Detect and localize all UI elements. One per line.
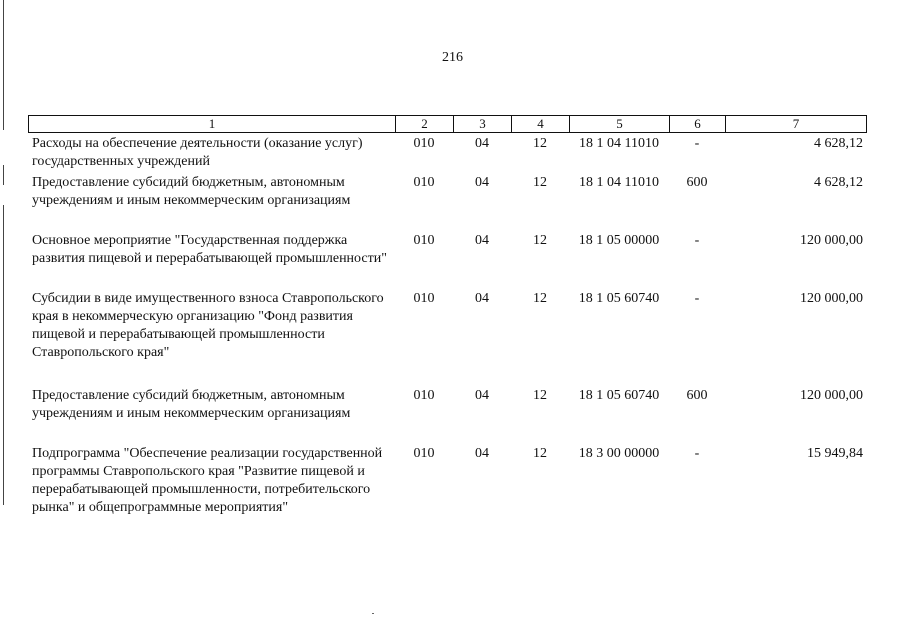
column-header-2: 2 xyxy=(396,116,454,133)
row-col-2: 010 xyxy=(413,233,435,248)
row-col-6: 600 xyxy=(686,175,708,190)
row-col-4: 12 xyxy=(533,175,547,190)
row-name: Субсидии в виде имущественного взноса Ставропольского края в некоммерческую организацию "Фонд развития пищевой и перерабатывающей промышленности Ставропольского края" xyxy=(32,291,384,360)
row-col-4: 12 xyxy=(533,388,547,403)
row-col-2: 010 xyxy=(413,388,435,403)
row-amount: 120 000,00 xyxy=(800,388,863,403)
column-header-5: 5 xyxy=(570,116,670,133)
column-header-7: 7 xyxy=(726,116,867,133)
row-col-3: 04 xyxy=(475,136,489,151)
scan-edge-line xyxy=(3,205,4,505)
row-col-5: 18 3 00 00000 xyxy=(578,446,660,461)
row-col-3: 04 xyxy=(475,446,489,461)
column-header-3: 3 xyxy=(454,116,512,133)
column-header-6: 6 xyxy=(670,116,726,133)
row-col-2: 010 xyxy=(413,446,435,461)
row-col-3: 04 xyxy=(475,388,489,403)
row-amount: 120 000,00 xyxy=(800,291,863,306)
row-amount: 4 628,12 xyxy=(814,136,863,151)
row-col-5: 18 1 05 00000 xyxy=(578,233,660,248)
row-col-6: - xyxy=(694,291,700,306)
row-col-4: 12 xyxy=(533,136,547,151)
row-name: Подпрограмма "Обеспечение реализации государственной программы Ставропольского края "Развитие пищевой и перерабатывающей промышленности, потребительского рынка" и общепрограммные мероприятия" xyxy=(32,446,383,515)
row-col-3: 04 xyxy=(475,175,489,190)
column-header-1: 1 xyxy=(29,116,396,133)
page-number: 216 xyxy=(442,50,463,65)
row-col-4: 12 xyxy=(533,291,547,306)
row-col-3: 04 xyxy=(475,233,489,248)
scan-edge-line xyxy=(3,165,4,185)
row-col-2: 010 xyxy=(413,175,435,190)
row-col-6: - xyxy=(694,136,700,151)
row-col-6: - xyxy=(694,233,700,248)
row-col-5: 18 1 05 60740 xyxy=(578,388,660,403)
scan-speck xyxy=(372,613,374,614)
row-col-5: 18 1 04 11010 xyxy=(579,175,659,190)
column-header-row xyxy=(29,116,867,133)
row-name: Основное мероприятие "Государственная поддержка развития пищевой и перерабатывающей промышленности" xyxy=(32,233,387,266)
row-col-5: 18 1 05 60740 xyxy=(578,291,660,306)
row-amount: 15 949,84 xyxy=(807,446,863,461)
row-col-3: 04 xyxy=(475,291,489,306)
column-header-table xyxy=(28,115,867,133)
row-amount: 120 000,00 xyxy=(800,233,863,248)
row-col-5: 18 1 04 11010 xyxy=(579,136,659,151)
row-col-2: 010 xyxy=(413,136,435,151)
row-col-4: 12 xyxy=(533,233,547,248)
row-col-2: 010 xyxy=(413,291,435,306)
row-col-4: 12 xyxy=(533,446,547,461)
row-name: Предоставление субсидий бюджетным, автономным учреждениям и иным некоммерческим организациям xyxy=(32,388,351,421)
row-col-6: 600 xyxy=(686,388,708,403)
row-amount: 4 628,12 xyxy=(814,175,863,190)
row-name: Расходы на обеспечение деятельности (оказание услуг) государственных учреждений xyxy=(32,136,363,169)
column-header-4: 4 xyxy=(512,116,570,133)
row-name: Предоставление субсидий бюджетным, автономным учреждениям и иным некоммерческим организациям xyxy=(32,175,351,208)
row-col-6: - xyxy=(694,446,700,461)
